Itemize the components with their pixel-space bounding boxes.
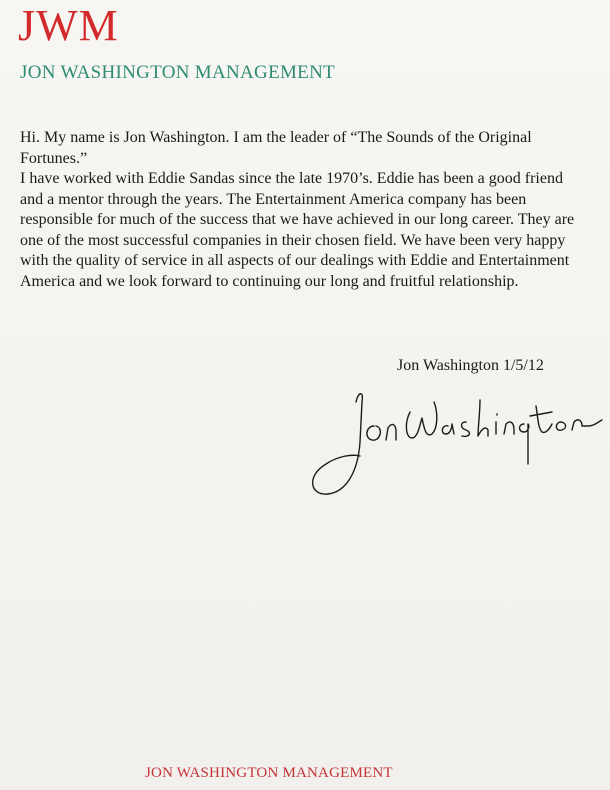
letterhead-company-name: JON WASHINGTON MANAGEMENT bbox=[20, 62, 336, 83]
letter-paragraph-main: I have worked with Eddie Sandas since the late 1970’s. Eddie has been a good friend and a mentor through the years. The Entertainment America company has been responsible for much of the success that we have achieved in our long career. They are one of the most successful companies in their chosen field. We have been very happy with the quality of service in all aspects of our dealings with Eddie and Entertainment America and we look forward to continuing our long and fruitful relationship. bbox=[20, 170, 575, 290]
handwritten-signature bbox=[298, 372, 608, 522]
signoff-name-date: Jon Washington 1/5/12 bbox=[397, 357, 544, 374]
letter-body bbox=[20, 128, 580, 292]
footer-company-name: JON WASHINGTON MANAGEMENT bbox=[145, 765, 393, 781]
letter-paragraph-intro: Hi. My name is Jon Washington. I am the leader of “The Sounds of the Original Fortunes.” bbox=[20, 129, 532, 167]
letterhead-logo: JWM bbox=[18, 1, 119, 50]
